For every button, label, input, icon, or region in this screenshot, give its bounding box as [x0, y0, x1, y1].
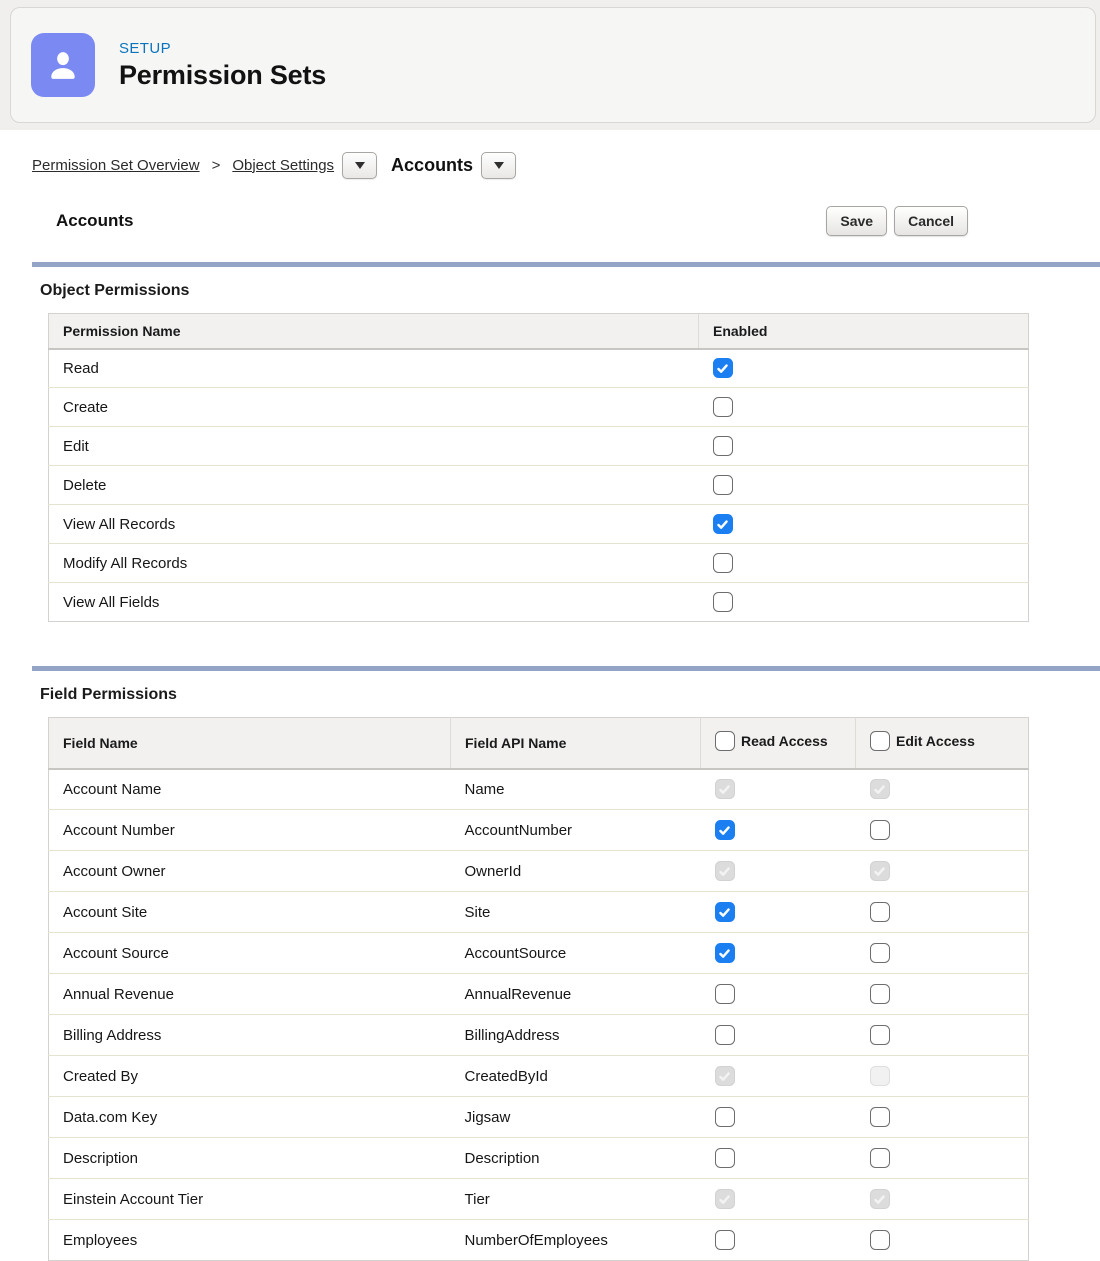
read-access-cell	[701, 933, 856, 974]
read-access-cell	[701, 974, 856, 1015]
enabled-cell	[699, 388, 1029, 427]
permission-name: Create	[49, 388, 699, 427]
read-access-cell	[701, 1179, 856, 1220]
account-site-read-access-checkbox[interactable]	[715, 902, 735, 922]
account-owner-read-access-checkbox-disabled	[715, 861, 735, 881]
permission-name: Modify All Records	[49, 544, 699, 583]
column-header-edit-access	[856, 718, 1029, 769]
object-permission-row-view-all-fields	[49, 583, 1029, 622]
edit-access-cell	[856, 769, 1029, 810]
account-site-edit-access-checkbox[interactable]	[870, 902, 890, 922]
object-permission-row-read	[49, 349, 1029, 388]
read-access-cell	[701, 1056, 856, 1097]
field-api-name: NumberOfEmployees	[451, 1220, 701, 1261]
object-permission-row-view-all-records	[49, 505, 1029, 544]
edit-access-cell	[856, 1220, 1029, 1261]
field-permissions-divider	[32, 666, 1100, 671]
edit-access-select-all-checkbox[interactable]	[870, 731, 890, 751]
field-api-name: CreatedById	[451, 1056, 701, 1097]
field-name: Account Owner	[49, 851, 451, 892]
person-icon	[44, 46, 82, 84]
column-header-permission-name: Permission Name	[49, 314, 699, 349]
permission-name: Read	[63, 359, 99, 377]
edit-access-cell	[856, 851, 1029, 892]
object-permissions-tbody	[49, 349, 1029, 622]
account-owner-edit-access-checkbox-disabled	[870, 861, 890, 881]
toolbar-buttons	[826, 206, 968, 236]
read-access-cell	[701, 892, 856, 933]
setup-header-card	[10, 7, 1096, 123]
field-permission-row-billing-address	[49, 1015, 1029, 1056]
enabled-cell	[699, 583, 1029, 622]
account-number-edit-access-checkbox[interactable]	[870, 820, 890, 840]
description-read-access-checkbox[interactable]	[715, 1148, 735, 1168]
enabled-cell	[699, 505, 1029, 544]
breadcrumb-separator: >	[211, 156, 221, 174]
setup-header-band	[0, 0, 1100, 130]
column-header-read-access	[701, 718, 856, 769]
breadcrumb	[32, 150, 1100, 180]
enabled-cell	[699, 544, 1029, 583]
field-permissions-header-row	[49, 718, 1029, 769]
read-access-cell	[701, 810, 856, 851]
field-permission-row-created-by	[49, 1056, 1029, 1097]
field-permission-row-einstein-account-tier	[49, 1179, 1029, 1220]
object-permission-row-delete	[49, 466, 1029, 505]
einstein-account-tier-read-access-checkbox-disabled	[715, 1189, 735, 1209]
field-permission-row-account-name	[49, 769, 1029, 810]
read-access-cell	[701, 1220, 856, 1261]
annual-revenue-edit-access-checkbox[interactable]	[870, 984, 890, 1004]
account-name-read-access-checkbox-disabled	[715, 779, 735, 799]
edit-access-cell	[856, 1179, 1029, 1220]
field-name: Account Site	[49, 892, 451, 933]
data-com-key-read-access-checkbox[interactable]	[715, 1107, 735, 1127]
edit-access-cell	[856, 1097, 1029, 1138]
field-permission-row-data-com-key	[49, 1097, 1029, 1138]
chevron-down-icon	[494, 162, 504, 169]
field-permissions-table	[48, 717, 1029, 1261]
column-header-field-api-name: Field API Name	[451, 718, 701, 769]
view-all-fields-enabled-checkbox[interactable]	[713, 592, 733, 612]
field-permissions-tbody	[49, 769, 1029, 1261]
cancel-button[interactable]: Cancel	[894, 206, 968, 236]
edit-access-cell	[856, 974, 1029, 1015]
field-permission-row-description	[49, 1138, 1029, 1179]
read-access-cell	[701, 1138, 856, 1179]
object-permission-row-edit	[49, 427, 1029, 466]
employees-read-access-checkbox[interactable]	[715, 1230, 735, 1250]
einstein-account-tier-edit-access-checkbox-disabled	[870, 1189, 890, 1209]
enabled-cell	[699, 349, 1029, 388]
billing-address-read-access-checkbox[interactable]	[715, 1025, 735, 1045]
field-api-name: Name	[464, 780, 505, 798]
object-permissions-table	[48, 313, 1029, 622]
created-by-read-access-checkbox-disabled	[715, 1066, 735, 1086]
permission-name: Edit	[49, 427, 699, 466]
field-api-name: AccountNumber	[451, 810, 701, 851]
field-permission-row-account-number	[49, 810, 1029, 851]
edit-access-cell	[856, 892, 1029, 933]
view-all-records-enabled-checkbox[interactable]	[713, 514, 733, 534]
billing-address-edit-access-checkbox[interactable]	[870, 1025, 890, 1045]
account-source-edit-access-checkbox[interactable]	[870, 943, 890, 963]
read-access-cell	[701, 1015, 856, 1056]
chevron-down-icon	[355, 162, 365, 169]
edit-access-cell	[856, 810, 1029, 851]
breadcrumb-current-object: Accounts	[391, 154, 474, 175]
read-access-cell	[701, 1097, 856, 1138]
setup-eyebrow: SETUP	[119, 39, 172, 57]
field-name: Account Name	[63, 780, 162, 798]
enabled-cell	[699, 466, 1029, 505]
field-api-name: OwnerId	[451, 851, 701, 892]
page-title: Permission Sets	[119, 59, 327, 90]
accounts-toolbar	[0, 204, 1100, 238]
object-permission-row-create	[49, 388, 1029, 427]
field-permissions-heading: Field Permissions	[40, 686, 177, 703]
read-enabled-checkbox[interactable]	[713, 358, 733, 378]
description-edit-access-checkbox[interactable]	[870, 1148, 890, 1168]
column-header-enabled: Enabled	[699, 314, 1029, 349]
save-button[interactable]: Save	[826, 206, 887, 236]
field-api-name: Description	[451, 1138, 701, 1179]
edit-enabled-checkbox[interactable]	[713, 436, 733, 456]
field-name: Created By	[49, 1056, 451, 1097]
object-permission-row-modify-all-records	[49, 544, 1029, 583]
field-permission-row-account-site	[49, 892, 1029, 933]
account-source-read-access-checkbox[interactable]	[715, 943, 735, 963]
column-header-field-name: Field Name	[49, 718, 451, 769]
annual-revenue-read-access-checkbox[interactable]	[715, 984, 735, 1004]
enabled-cell	[699, 427, 1029, 466]
data-com-key-edit-access-checkbox[interactable]	[870, 1107, 890, 1127]
field-name: Billing Address	[49, 1015, 451, 1056]
field-name: Account Source	[49, 933, 451, 974]
delete-enabled-checkbox[interactable]	[713, 475, 733, 495]
field-permission-row-employees	[49, 1220, 1029, 1261]
permission-name: View All Fields	[49, 583, 699, 622]
field-permission-row-account-owner	[49, 851, 1029, 892]
field-api-name: BillingAddress	[451, 1015, 701, 1056]
read-access-label: Read Access	[741, 733, 828, 750]
permission-name: Delete	[49, 466, 699, 505]
field-name: Data.com Key	[49, 1097, 451, 1138]
edit-access-cell	[856, 1056, 1029, 1097]
field-api-name: Site	[451, 892, 701, 933]
edit-access-label: Edit Access	[896, 733, 975, 750]
field-name: Einstein Account Tier	[49, 1179, 451, 1220]
field-name: Description	[49, 1138, 451, 1179]
field-name: Annual Revenue	[49, 974, 451, 1015]
breadcrumb-link-object-settings[interactable]: Object Settings	[232, 156, 335, 174]
account-name-edit-access-checkbox-disabled	[870, 779, 890, 799]
field-api-name: AnnualRevenue	[451, 974, 701, 1015]
field-permission-row-annual-revenue	[49, 974, 1029, 1015]
object-permissions-heading: Object Permissions	[40, 282, 190, 299]
permission-sets-icon	[31, 33, 95, 97]
object-settings-dropdown-button[interactable]	[342, 152, 377, 179]
read-access-cell	[701, 769, 856, 810]
modify-all-records-enabled-checkbox[interactable]	[713, 553, 733, 573]
employees-edit-access-checkbox[interactable]	[870, 1230, 890, 1250]
breadcrumb-link-permission-set-overview[interactable]: Permission Set Overview	[32, 156, 200, 174]
accounts-section-title: Accounts	[56, 211, 134, 230]
edit-access-cell	[856, 1015, 1029, 1056]
object-permissions-divider	[32, 262, 1100, 267]
read-access-cell	[701, 851, 856, 892]
field-api-name: Jigsaw	[451, 1097, 701, 1138]
read-access-select-all-checkbox[interactable]	[715, 731, 735, 751]
field-permission-row-account-source	[49, 933, 1029, 974]
permission-name: View All Records	[49, 505, 699, 544]
edit-access-cell	[856, 1138, 1029, 1179]
field-name: Employees	[49, 1220, 451, 1261]
field-api-name: AccountSource	[451, 933, 701, 974]
created-by-edit-access-checkbox-disabled	[870, 1066, 890, 1086]
edit-access-cell	[856, 933, 1029, 974]
object-permissions-header-row	[49, 314, 1029, 349]
header-text	[119, 40, 326, 91]
create-enabled-checkbox[interactable]	[713, 397, 733, 417]
field-api-name: Tier	[451, 1179, 701, 1220]
accounts-dropdown-button[interactable]	[481, 152, 516, 179]
account-number-read-access-checkbox[interactable]	[715, 820, 735, 840]
field-name: Account Number	[49, 810, 451, 851]
